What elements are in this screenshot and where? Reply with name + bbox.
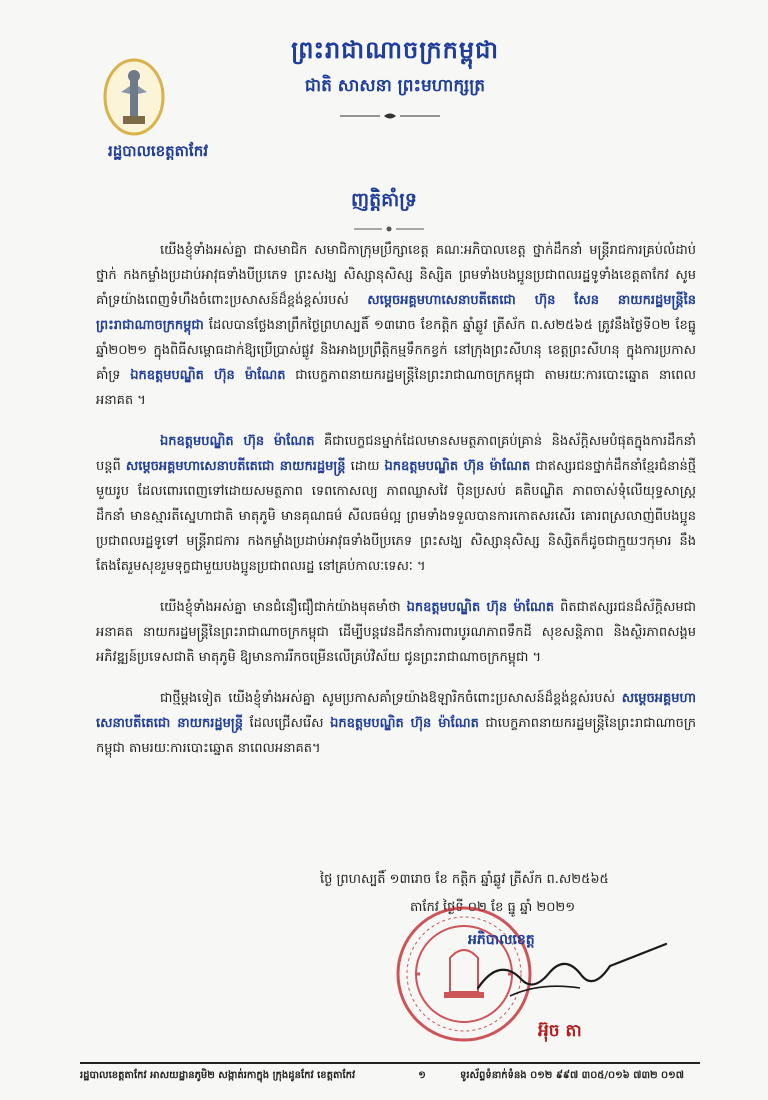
paragraph-text: ដោយ <box>350 459 380 474</box>
paragraph-text: ដែលជ្រើសរើស <box>249 716 324 731</box>
highlight-name: សម្តេចអគ្គមហាសេនាបតីតេជោ នាយករដ្ឋមន្ត្រី <box>96 691 696 731</box>
handwritten-signature-icon <box>470 936 680 1006</box>
paragraph-text: ជាថ្មីម្តងទៀត យើងខ្ញុំទាំងអស់គ្នា សូមប្រកាសគាំទ្រយ៉ាងឱឡារិកចំពោះប្រសាសន៍ដ៏ខ្ពង់ខ្ពស់របស់ <box>160 691 615 706</box>
paragraph-text: ពិតជាឥស្សរជនដ៏ស័ក្តិសមជាអនាគត នាយករដ្ឋមន្ត្រីនៃព្រះរាជាណាចក្រកម្ពុជា ដើម្បីបន្តវេនដឹកនាំការពារបូរណភាពទឹកដី សុខសន្តិភាព និងស្ថិរភាពសង្គម អភិវឌ្ឍន៍ប្រទេសជាតិ មាតុភូមិ ឱ្យមានការរីកចម្រើនលើគ្រប់វិស័យ ជូនព្រះរាជាណាចក្រកម្ពុជា ។ <box>96 600 696 665</box>
highlight-name: សម្តេចអគ្គមហាសេនាបតីតេជោ ហ៊ុន សែន នាយករដ្ឋមន្ត្រីនៃព្រះរាជាណាចក្រកម្ពុជា <box>96 293 696 333</box>
highlight-name: ឯកឧត្តមបណ្ឌិត ហ៊ុន ម៉ាណែត <box>406 600 555 615</box>
title-ornament-icon <box>354 224 424 234</box>
paragraph-text: ជាបេក្ខភាពនាយករដ្ឋមន្ត្រីនៃព្រះរាជាណាចក្រកម្ពុជា តាមរយៈការបោះឆ្នោត នាពេលអនាគត ។ <box>96 368 696 408</box>
footer-phone: ទូរស័ព្ទទំនាក់ទំនង ០១២ ៩៩៧ ៣០៥/០១៦ ៧៣២ ០១៧ <box>460 1070 684 1081</box>
paragraph-1 <box>96 238 696 413</box>
footer-address: រដ្ឋបាលខេត្តតាកែវ អាសយដ្ឋានភូមិ២ សង្កាត់រកាក្នុង ក្រុងដូនកែវ ខេត្តតាកែវ <box>80 1070 356 1081</box>
page-number: ១ <box>418 1070 426 1081</box>
paragraph-text: យើងខ្ញុំទាំងអស់គ្នា មានជំនឿជឿជាក់យ៉ាងមុតមាំថា <box>160 600 401 615</box>
provincial-emblem-icon <box>103 58 165 136</box>
footer <box>80 1068 700 1088</box>
paragraph-text: ជាបេក្ខភាពនាយករដ្ឋមន្ត្រីនៃព្រះរាជាណាចក្រកម្ពុជា តាមរយៈការបោះឆ្នោត នាពេលអនាគត។ <box>96 716 696 756</box>
highlight-name: ឯកឧត្តមបណ្ឌិត ហ៊ុន ម៉ាណែត <box>384 459 531 474</box>
signatory-title: អភិបាលខេត្ត <box>468 932 535 948</box>
kingdom-heading: ព្រះរាជាណាចក្រកម្ពុជា <box>291 36 499 64</box>
highlight-name: សម្តេចអគ្គមហាសេនាបតីតេជោ នាយករដ្ឋមន្ត្រី <box>125 459 346 474</box>
paragraph-text: ដែលបានថ្លែងនាព្រឹកថ្ងៃព្រហស្បតិ៍ ១៣រោច ខែកត្តិក ឆ្នាំឆ្លូវ ត្រីស័ក ព.ស២៥៦៥ ត្រូវនឹងថ្ងៃទី០២ ខែធ្នូ ឆ្នាំ២០២១ ក្នុងពិធីសម្ពោធដាក់ឱ្យប្រើប្រាស់ផ្លូវ និងអាងប្រព្រឹត្តិកម្មទឹកកខ្វក់ នៅក្រុងព្រះសីហនុ ខេត្តព្រះសីហនុ ក្នុងការប្រកាសគាំទ្រ <box>96 318 696 383</box>
organization-name: រដ្ឋបាលខេត្តតាកែវ <box>108 142 208 160</box>
national-motto: ជាតិ សាសនា ព្រះមហាក្សត្រ <box>304 76 486 96</box>
ornament-divider-icon <box>340 111 440 121</box>
paragraph-3 <box>96 595 696 670</box>
place-and-date: តាកែវ ថ្ងៃទី ០២ ខែ ធ្នូ ឆ្នាំ ២០២១ <box>410 900 576 915</box>
signer-name: អ៊ុច តា <box>538 1021 582 1041</box>
paragraph-text: ជាឥស្សរជនថ្នាក់ដឹកនាំខ្មែរជំនាន់ថ្មីមួយរូប ដែលពោរពេញទៅដោយសមត្ថភាព ទេពកោសល្យ ភាពឈ្លាសវៃ ប៉ិនប្រសប់ គតិបណ្ឌិត ភាពចាស់ទុំលើយុទ្ធសាស្ត្រដឹកនាំ មានស្មារតីស្នេហាជាតិ មាតុភូមិ មានគុណធម៌ សីលធម៌ល្អ ព្រមទាំងទទួលបានការកោតសរសើរ គោរពស្រលាញ់ពីបងប្អូនប្រជាពលរដ្ឋទូទៅ មន្ត្រីរាជការ កងកម្លាំងប្រដាប់អាវុធទាំងបីប្រភេទ ព្រះសង្ឃ សិស្សានុសិស្ស និស្សិតក៏ដូចជាក្មួយៗកុមារ នឹងតែងតែរួមសុខរួមទុក្ខជាមួយបងប្អូនប្រជាពលរដ្ឋ នៅគ្រប់កាលៈទេសៈ ។ <box>96 459 696 574</box>
document-body <box>96 238 696 777</box>
lunar-date: ថ្ងៃ ព្រហស្បតិ៍ ១៣រោច ខែ កត្តិក ឆ្នាំឆ្លូវ ត្រីស័ក ព.ស២៥៦៥ <box>320 872 609 887</box>
highlight-name: ឯកឧត្តមបណ្ឌិត ហ៊ុន ម៉ាណែត <box>130 368 286 383</box>
paragraph-text: គឺជាបេក្ខជនម្នាក់ដែលមានសមត្ថភាពគ្រប់គ្រាន់ និងស័ក្តិសមបំផុតក្នុងការដឹកនាំបន្តពី <box>96 434 696 474</box>
paragraph-text: យើងខ្ញុំទាំងអស់គ្នា ជាសមាជិក សមាជិកាក្រុមប្រឹក្សាខេត្ត គណៈអភិបាលខេត្ត ថ្នាក់ដឹកនាំ មន្ត្រីរាជការគ្រប់លំដាប់ថ្នាក់ កងកម្លាំងប្រដាប់អាវុធទាំងបីប្រភេទ ព្រះសង្ឃ សិស្សានុសិស្ស និស្សិត ព្រមទាំងបងប្អូនប្រជាពលរដ្ឋទូទាំងខេត្តតាកែវ សូមគាំទ្រយ៉ាងពេញទំហឹងចំពោះប្រសាសន៍ដ៏ខ្ពង់ខ្ពស់របស់ <box>96 243 696 308</box>
footer-divider <box>80 1062 700 1064</box>
document-title: ញត្តិគាំទ្រ <box>351 189 417 211</box>
paragraph-4 <box>96 686 696 761</box>
paragraph-2 <box>96 429 696 579</box>
highlight-name: ឯកឧត្តមបណ្ឌិត ហ៊ុន ម៉ាណែត <box>330 716 479 731</box>
highlight-name: ឯកឧត្តមបណ្ឌិត ហ៊ុន ម៉ាណែត <box>160 434 315 449</box>
